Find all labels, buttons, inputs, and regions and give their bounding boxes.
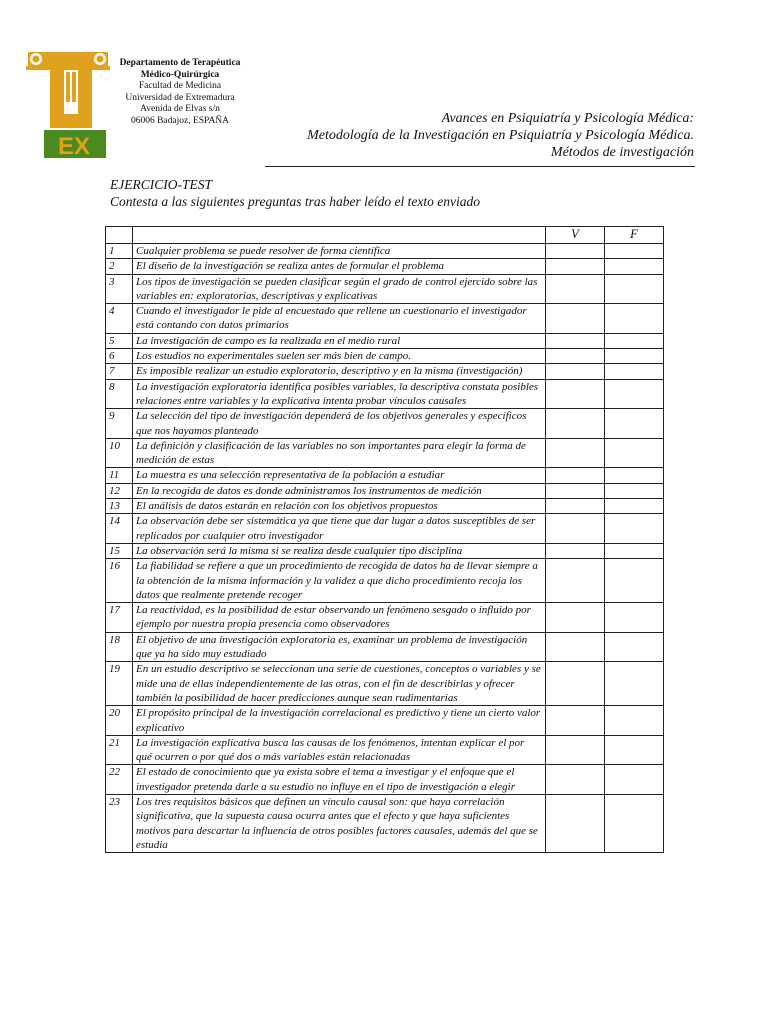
question-number: 3	[106, 274, 133, 304]
faculty: Facultad de Medicina	[138, 81, 222, 91]
street: Avenida de Elvas s/n	[140, 104, 220, 114]
heading-line-1: Avances en Psiquiatría y Psicología Médica:	[441, 111, 694, 126]
heading-divider	[265, 166, 695, 167]
exercise-intro	[110, 176, 480, 210]
svg-text:EX: EX	[57, 133, 91, 160]
header-question-cell	[133, 227, 546, 244]
true-answer-cell[interactable]	[546, 735, 605, 765]
true-answer-cell[interactable]	[546, 333, 605, 348]
false-answer-cell[interactable]	[605, 706, 664, 736]
false-answer-cell[interactable]	[605, 632, 664, 662]
table-row	[106, 483, 664, 498]
true-answer-cell[interactable]	[546, 559, 605, 603]
table-row	[106, 514, 664, 544]
exercise-title: EJERCICIO-TEST	[110, 177, 212, 192]
table-row	[106, 706, 664, 736]
question-number: 9	[106, 409, 133, 439]
heading-line-3: Métodos de investigación	[550, 145, 694, 160]
question-text: En un estudio descriptivo se seleccionan una serie de cuestiones, conceptos o variables y se mide una de ellas independientemente de las otras, con el fin de describirlas y ofrecer también la posibilidad de hacer predicciones aunque sean rudimentarias	[133, 662, 546, 706]
question-text: El propósito principal de la investigación correlacional es predictivo y tiene un cierto valor explicativo	[133, 706, 546, 736]
false-answer-cell[interactable]	[605, 662, 664, 706]
question-number: 5	[106, 333, 133, 348]
question-number: 21	[106, 735, 133, 765]
question-text: El estado de conocimiento que ya exista sobre el tema a investigar y el enfoque que el investigador pretenda darle a su estudio no influye en el tipo de investigación a elegir	[133, 765, 546, 795]
question-text: La investigación explicativa busca las causas de los fenómenos, intentan explicar el por qué ocurren o por qué dos o más variables están relacionadas	[133, 735, 546, 765]
false-answer-cell[interactable]	[605, 244, 664, 259]
question-number: 23	[106, 794, 133, 852]
table-row	[106, 468, 664, 483]
question-number: 6	[106, 349, 133, 364]
true-answer-cell[interactable]	[546, 662, 605, 706]
question-number: 19	[106, 662, 133, 706]
table-row	[106, 274, 664, 304]
false-answer-cell[interactable]	[605, 543, 664, 558]
university: Universidad de Extremadura	[125, 92, 235, 103]
question-text: Los tres requisitos básicos que definen un vínculo causal son: que haya correlación significativa, que la supuesta causa ocurra antes que el efecto y que haya suficientes motivos para descartar la influencia de otros posibles factores causales, además del que se estudia	[133, 794, 546, 852]
false-answer-cell[interactable]	[605, 794, 664, 852]
question-text: El análisis de datos estarán en relación con los objetivos propuestos	[133, 499, 546, 514]
question-number: 11	[106, 468, 133, 483]
header-false: F	[605, 227, 664, 244]
table-row	[106, 379, 664, 409]
table-row	[106, 364, 664, 379]
false-answer-cell[interactable]	[605, 483, 664, 498]
false-answer-cell[interactable]	[605, 259, 664, 274]
true-answer-cell[interactable]	[546, 274, 605, 304]
question-number: 10	[106, 438, 133, 468]
true-answer-cell[interactable]	[546, 603, 605, 633]
table-row	[106, 499, 664, 514]
true-answer-cell[interactable]	[546, 765, 605, 795]
false-answer-cell[interactable]	[605, 499, 664, 514]
false-answer-cell[interactable]	[605, 274, 664, 304]
heading-line-2: Metodología de la Investigación en Psiquiatría y Psicología Médica.	[307, 128, 694, 143]
table-header-row	[106, 227, 664, 244]
false-answer-cell[interactable]	[605, 364, 664, 379]
table-row	[106, 349, 664, 364]
table-row	[106, 603, 664, 633]
university-logo	[26, 42, 112, 160]
true-answer-cell[interactable]	[546, 794, 605, 852]
question-text: La definición y clasificación de las variables no son importantes para elegir la forma de medición de estas	[133, 438, 546, 468]
true-answer-cell[interactable]	[546, 244, 605, 259]
true-answer-cell[interactable]	[546, 499, 605, 514]
false-answer-cell[interactable]	[605, 468, 664, 483]
question-text: Los estudios no experimentales suelen ser más bien de campo.	[133, 349, 546, 364]
question-text: La fiabilidad se refiere a que un procedimiento de recogida de datos ha de llevar siempre a la obtención de la misma información y la validez a que dicho procedimiento recoja los datos que realmente pretende recoger	[133, 559, 546, 603]
true-answer-cell[interactable]	[546, 483, 605, 498]
false-answer-cell[interactable]	[605, 304, 664, 334]
true-answer-cell[interactable]	[546, 409, 605, 439]
question-text: Los tipos de investigación se pueden clasificar según el grado de control ejercido sobre las variables en: exploratorias, descriptivas y explicativas	[133, 274, 546, 304]
false-answer-cell[interactable]	[605, 514, 664, 544]
question-number: 18	[106, 632, 133, 662]
true-answer-cell[interactable]	[546, 438, 605, 468]
table-row	[106, 304, 664, 334]
false-answer-cell[interactable]	[605, 438, 664, 468]
question-number: 17	[106, 603, 133, 633]
question-number: 8	[106, 379, 133, 409]
question-text: La investigación exploratoria identifica posibles variables, la descriptiva constata posibles relaciones entre variables y la explicativa intenta probar vínculos causales	[133, 379, 546, 409]
false-answer-cell[interactable]	[605, 603, 664, 633]
course-heading	[234, 110, 694, 161]
table-row	[106, 244, 664, 259]
true-answer-cell[interactable]	[546, 632, 605, 662]
department-name: Departamento de Terapéutica	[119, 58, 241, 68]
question-text: La muestra es una selección representativa de la población a estudiar	[133, 468, 546, 483]
question-number: 15	[106, 543, 133, 558]
question-text: La selección del tipo de investigación dependerá de los objetivos generales y específicos que nos hayamos planteado	[133, 409, 546, 439]
table-row	[106, 409, 664, 439]
table-row	[106, 794, 664, 852]
department-address	[110, 58, 250, 127]
false-answer-cell[interactable]	[605, 765, 664, 795]
true-answer-cell[interactable]	[546, 364, 605, 379]
true-answer-cell[interactable]	[546, 543, 605, 558]
question-number: 2	[106, 259, 133, 274]
false-answer-cell[interactable]	[605, 559, 664, 603]
header-number-cell	[106, 227, 133, 244]
question-text: Cualquier problema se puede resolver de forma científica	[133, 244, 546, 259]
false-answer-cell[interactable]	[605, 735, 664, 765]
question-text: La observación será la misma si se realiza desde cualquier tipo disciplina	[133, 543, 546, 558]
question-text: La investigación de campo es la realizada en el medio rural	[133, 333, 546, 348]
question-table	[105, 226, 664, 853]
question-text: La reactividad, es la posibilidad de estar observando un fenómeno sesgado o influido por ejemplo por nuestra propia presencia como observadores	[133, 603, 546, 633]
question-number: 1	[106, 244, 133, 259]
exercise-instructions: Contesta a las siguientes preguntas tras haber leído el texto enviado	[110, 194, 480, 209]
table-row	[106, 632, 664, 662]
false-answer-cell[interactable]	[605, 409, 664, 439]
question-number: 20	[106, 706, 133, 736]
question-number: 14	[106, 514, 133, 544]
question-text: El diseño de la investigación se realiza antes de formular el problema	[133, 259, 546, 274]
question-number: 13	[106, 499, 133, 514]
true-answer-cell[interactable]	[546, 349, 605, 364]
true-answer-cell[interactable]	[546, 259, 605, 274]
true-answer-cell[interactable]	[546, 379, 605, 409]
question-text: Es imposible realizar un estudio exploratorio, descriptivo y en la misma (investigación)	[133, 364, 546, 379]
false-answer-cell[interactable]	[605, 379, 664, 409]
table-row	[106, 662, 664, 706]
true-answer-cell[interactable]	[546, 514, 605, 544]
true-answer-cell[interactable]	[546, 468, 605, 483]
question-text: Cuando el investigador le pide al encuestado que rellene un cuestionario el investigador está contando con datos primarios	[133, 304, 546, 334]
table-row	[106, 765, 664, 795]
question-text: En la recogida de datos es donde administramos los instrumentos de medición	[133, 483, 546, 498]
table-row	[106, 259, 664, 274]
question-text: El objetivo de una investigación exploratoria es, examinar un problema de investigación que ya ha sido muy estudiado	[133, 632, 546, 662]
true-answer-cell[interactable]	[546, 706, 605, 736]
question-text: La observación debe ser sistemática ya que tiene que dar lugar a datos susceptibles de ser replicados por cualquier otro investigador	[133, 514, 546, 544]
table-row	[106, 559, 664, 603]
table-row	[106, 735, 664, 765]
question-number: 22	[106, 765, 133, 795]
question-number: 4	[106, 304, 133, 334]
header-true: V	[546, 227, 605, 244]
table-row	[106, 438, 664, 468]
question-number: 16	[106, 559, 133, 603]
table-row	[106, 333, 664, 348]
true-answer-cell[interactable]	[546, 304, 605, 334]
department-name-2: Médico-Quirúrgica	[140, 69, 220, 80]
false-answer-cell[interactable]	[605, 333, 664, 348]
question-number: 7	[106, 364, 133, 379]
city: 06006 Badajoz, ESPAÑA	[130, 115, 230, 126]
table-row	[106, 543, 664, 558]
question-number: 12	[106, 483, 133, 498]
false-answer-cell[interactable]	[605, 349, 664, 364]
